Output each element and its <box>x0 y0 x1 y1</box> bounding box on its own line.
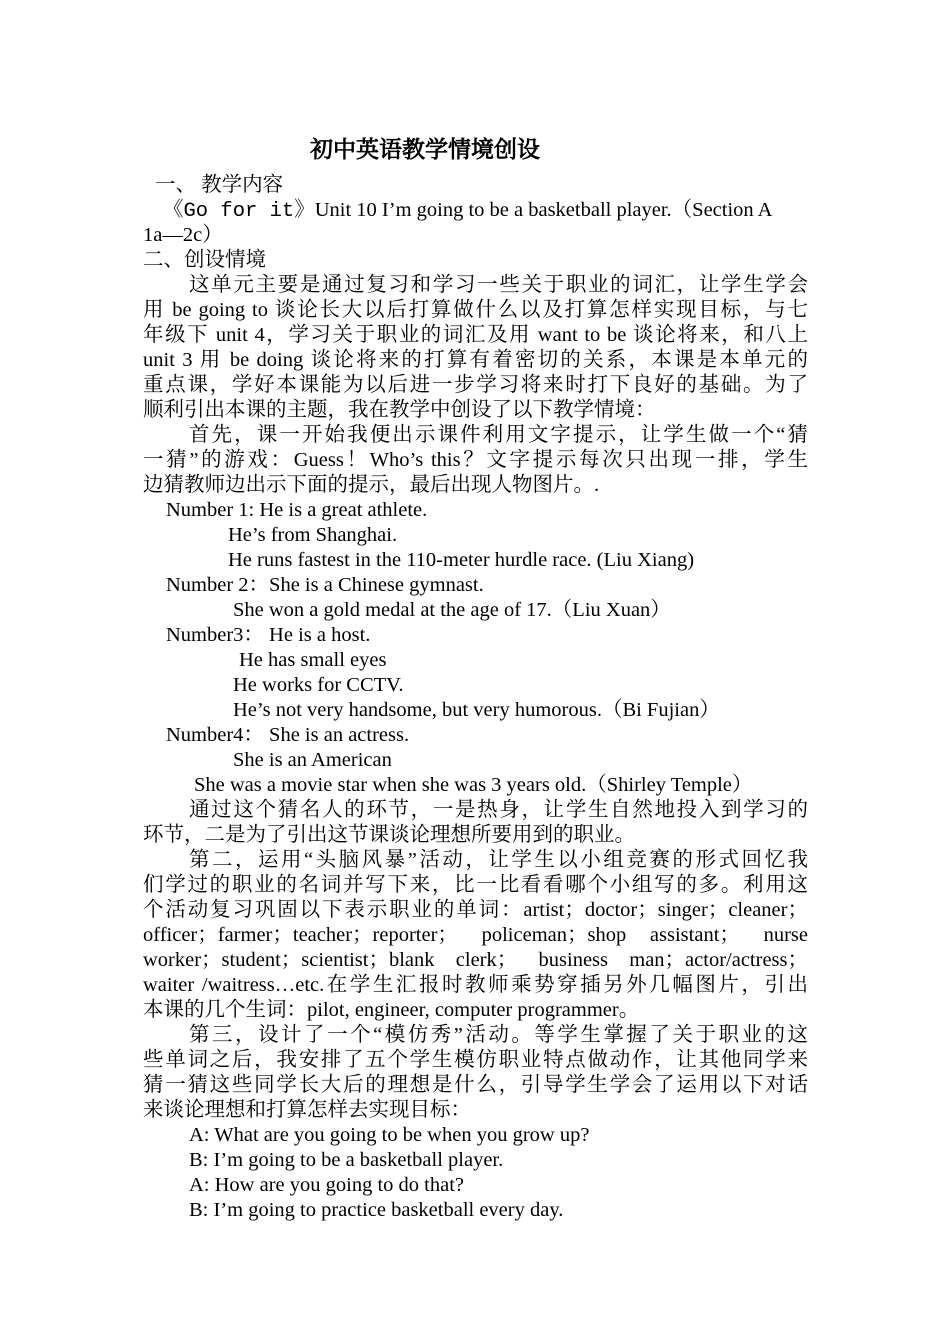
clue-line: He works for CCTV. <box>233 674 404 696</box>
document-title: 初中英语教学情境创设 <box>310 137 540 162</box>
clue-line: She is an American <box>233 749 392 771</box>
clue-line: She won a gold medal at the age of 17.（Liu Xuan） <box>233 599 671 621</box>
paragraph-line: 重点课，学好本课能为以后进一步学习将来时打下良好的基础。为了 <box>143 374 808 396</box>
paragraph-3 <box>143 798 808 848</box>
clue-line: He runs fastest in the 110-meter hurdle race. (Liu Xiang) <box>228 549 695 571</box>
clue-line: Number 2：She is a Chinese gymnast. <box>166 574 484 596</box>
dialogue <box>143 1123 808 1223</box>
paragraph-line: 环节，二是为了引出这节课谈论理想所要用到的职业。 <box>143 824 635 846</box>
paragraph-line: 个活动复习巩固以下表示职业的单词：artist；doctor；singer；cleaner； <box>143 899 808 921</box>
paragraph-line: 本课的几个生词：pilot, engineer, computer programmer。 <box>143 999 640 1021</box>
clue-list <box>143 498 808 798</box>
paragraph-1 <box>143 273 808 423</box>
section-heading: 二、创设情境 <box>143 249 266 271</box>
textbook-title: 《Go for it》 <box>163 200 315 223</box>
clue-line: Number4： She is an actress. <box>166 724 410 746</box>
paragraph-line: 一猜”的游戏：Guess！Who’s this？文字提示每次只出现一排，学生 <box>143 449 808 471</box>
paragraph-5 <box>143 1023 808 1123</box>
clue-line: He’s not very handsome, but very humorous.（Bi Fujian） <box>233 699 720 721</box>
paragraph-line: 顺利引出本课的主题，我在教学中创设了以下教学情境： <box>143 399 656 421</box>
paragraph-line: 第三，设计了一个“模仿秀”活动。等学生掌握了关于职业的这 <box>189 1024 808 1046</box>
paragraph-line: worker；student；scientist；blank clerk； business man；actor/actress； <box>143 949 808 971</box>
clue-line: He’s from Shanghai. <box>228 524 398 546</box>
textbook-line <box>143 198 808 223</box>
dialogue-line: B: I’m going to be a basketball player. <box>189 1149 504 1171</box>
clue-line: Number 1: He is a great athlete. <box>166 499 428 521</box>
paragraph-line: 第二，运用“头脑风暴”活动，让学生以小组竞赛的形式回忆我 <box>189 849 808 871</box>
paragraph-4 <box>143 848 808 1023</box>
paragraph-line: 年级下 unit 4，学习关于职业的词汇及用 want to be 谈论将来，和八上 <box>143 324 808 346</box>
paragraph-line: 首先，课一开始我便出示课件利用文字提示，让学生做一个“猜 <box>189 424 808 446</box>
section-heading: 一、 教学内容 <box>155 174 284 196</box>
clue-line: She was a movie star when she was 3 years old.（Shirley Temple） <box>194 774 753 796</box>
dialogue-line: B: I’m going to practice basketball every day. <box>189 1199 564 1221</box>
clue-line: Number3： He is a host. <box>166 624 371 646</box>
paragraph-2 <box>143 423 808 498</box>
paragraph-line: 些单词之后，我安排了五个学生模仿职业特点做动作，让其他同学来 <box>143 1049 808 1071</box>
paragraph-line: 这单元主要是通过复习和学习一些关于职业的词汇，让学生学会 <box>189 274 808 296</box>
section-1 <box>143 173 808 273</box>
paragraph-line: 猜一猜这些同学长大后的理想是什么，引导学生学会了运用以下对话 <box>143 1074 808 1096</box>
dialogue-line: A: What are you going to be when you grow up? <box>189 1124 590 1146</box>
paragraph-line: 通过这个猜名人的环节，一是热身，让学生自然地投入到学习的 <box>189 799 808 821</box>
paragraph-line: 们学过的职业的名词并写下来，比一比看看哪个小组写的多。利用这 <box>143 874 808 896</box>
paragraph-line: 边猜教师边出示下面的提示，最后出现人物图片。. <box>143 474 600 496</box>
paragraph-line: officer；farmer；teacher；reporter； policeman；shop assistant； nurse <box>143 924 808 946</box>
paragraph-line: waiter /waitress…etc.在学生汇报时教师乘势穿插另外几幅图片，引出 <box>143 974 808 996</box>
clue-line: He has small eyes <box>239 649 387 671</box>
paragraph-line: 来谈论理想和打算怎样去实现目标： <box>143 1099 471 1121</box>
dialogue-line: A: How are you going to do that? <box>189 1174 464 1196</box>
textbook-line-2: 1a—2c） <box>143 224 223 246</box>
textbook-unit: Unit 10 I’m going to be a basketball player.（Section A <box>314 199 773 221</box>
paragraph-line: 用 be going to 谈论长大以后打算做什么以及打算怎样实现目标，与七 <box>143 299 808 321</box>
paragraph-line: unit 3 用 be doing 谈论将来的打算有着密切的关系，本课是本单元的 <box>143 349 808 371</box>
